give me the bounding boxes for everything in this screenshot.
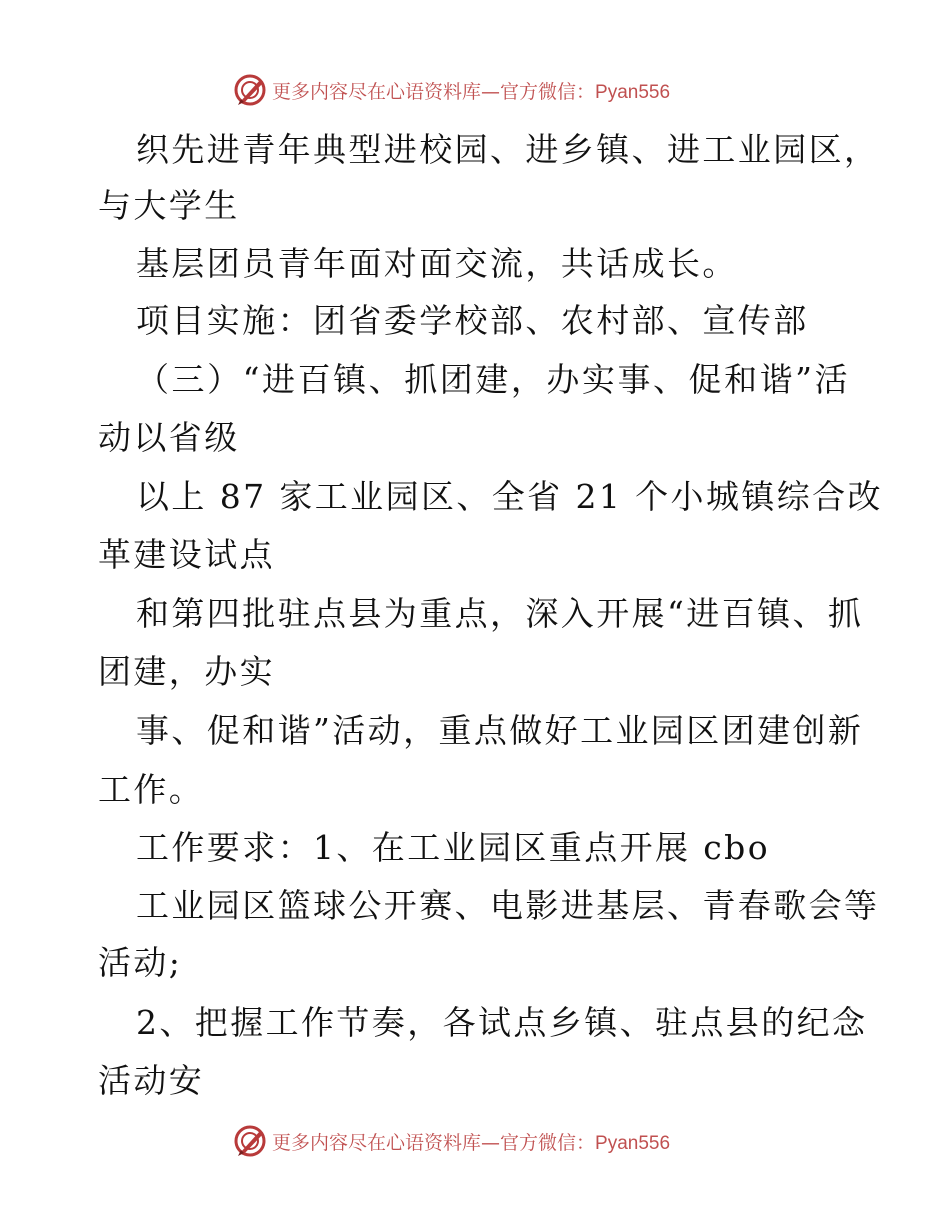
body-line: 工作。: [98, 770, 205, 809]
footer-banner: [232, 1121, 752, 1161]
footer-banner-text: 更多内容尽在心语资料库—官方微信：Pyan556: [272, 1131, 671, 1154]
body-line: 活动安: [98, 1061, 205, 1100]
body-line: 与大学生: [98, 186, 240, 225]
body-line: （三）“进百镇、抓团建，办实事、促和谐”活: [136, 360, 850, 399]
footer-banner-account: Pyan556: [595, 1132, 671, 1154]
body-line: 以上 87 家工业园区、全省 21 个小城镇综合改: [136, 477, 883, 516]
body-line: 和第四批驻点县为重点，深入开展“进百镇、抓: [136, 594, 864, 633]
body-line: 工业园区篮球公开赛、电影进基层、青春歌会等: [136, 886, 880, 925]
pen-circle-logo-icon: [232, 1123, 268, 1159]
body-line: 2、把握工作节奏，各试点乡镇、驻点县的纪念: [136, 1003, 868, 1042]
header-banner-text: 更多内容尽在心语资料库—官方微信：Pyan556: [272, 80, 671, 103]
body-line: 项目实施：团省委学校部、农村部、宣传部: [136, 301, 809, 340]
header-banner-account: Pyan556: [595, 81, 671, 103]
body-line: 动以省级: [98, 418, 240, 457]
body-line: 工作要求：1、在工业园区重点开展 cbo: [136, 828, 770, 867]
body-line: 活动;: [98, 943, 183, 982]
body-line: 团建，办实: [98, 652, 275, 691]
body-line: 织先进青年典型进校园、进乡镇、进工业园区，: [136, 130, 880, 169]
body-line: 革建设试点: [98, 535, 275, 574]
body-line: 基层团员青年面对面交流，共话成长。: [136, 244, 738, 283]
body-line: 事、促和谐”活动，重点做好工业园区团建创新: [136, 711, 864, 750]
